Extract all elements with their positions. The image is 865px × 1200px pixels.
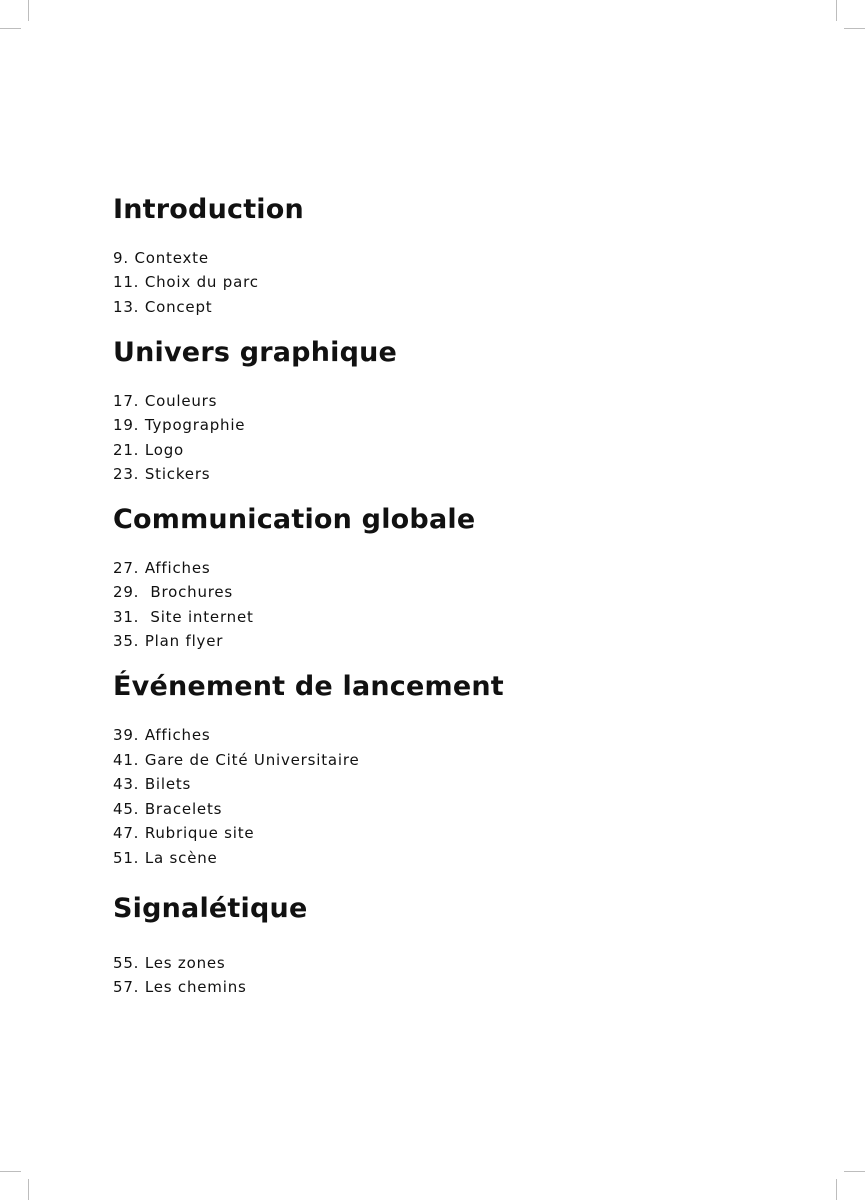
toc-entry: 29. Brochures	[113, 583, 234, 601]
section-title-signaletique: Signalétique	[113, 893, 308, 924]
crop-mark-top-right-horizontal	[844, 28, 865, 29]
crop-mark-bottom-right-horizontal	[844, 1171, 865, 1172]
toc-entry: 55. Les zones	[113, 954, 226, 972]
toc-entry: 43. Bilets	[113, 775, 192, 793]
crop-mark-bottom-left-vertical	[28, 1179, 29, 1200]
crop-mark-bottom-left-horizontal	[0, 1171, 21, 1172]
toc-entry: 31. Site internet	[113, 608, 254, 626]
toc-entry: 21. Logo	[113, 441, 184, 459]
toc-entry: 23. Stickers	[113, 465, 211, 483]
crop-mark-top-right-vertical	[836, 0, 837, 21]
toc-entry: 9. Contexte	[113, 249, 209, 267]
section-title-introduction: Introduction	[113, 194, 304, 225]
toc-entry: 19. Typographie	[113, 416, 246, 434]
toc-entry: 39. Affiches	[113, 726, 211, 744]
section-title-communication-globale: Communication globale	[113, 504, 476, 535]
toc-entry: 45. Bracelets	[113, 800, 223, 818]
crop-mark-top-left-vertical	[28, 0, 29, 21]
section-title-univers-graphique: Univers graphique	[113, 337, 398, 368]
toc-entry: 13. Concept	[113, 298, 213, 316]
toc-entry: 27. Affiches	[113, 559, 211, 577]
crop-mark-bottom-right-vertical	[836, 1179, 837, 1200]
toc-entry: 35. Plan flyer	[113, 632, 224, 650]
toc-entry: 51. La scène	[113, 849, 218, 867]
toc-entry: 17. Couleurs	[113, 392, 218, 410]
toc-entry: 11. Choix du parc	[113, 273, 259, 291]
section-title-evenement-de-lancement: Événement de lancement	[113, 671, 504, 702]
crop-mark-top-left-horizontal	[0, 28, 21, 29]
toc-entry: 57. Les chemins	[113, 978, 247, 996]
toc-entry: 47. Rubrique site	[113, 824, 255, 842]
toc-entry: 41. Gare de Cité Universitaire	[113, 751, 360, 769]
